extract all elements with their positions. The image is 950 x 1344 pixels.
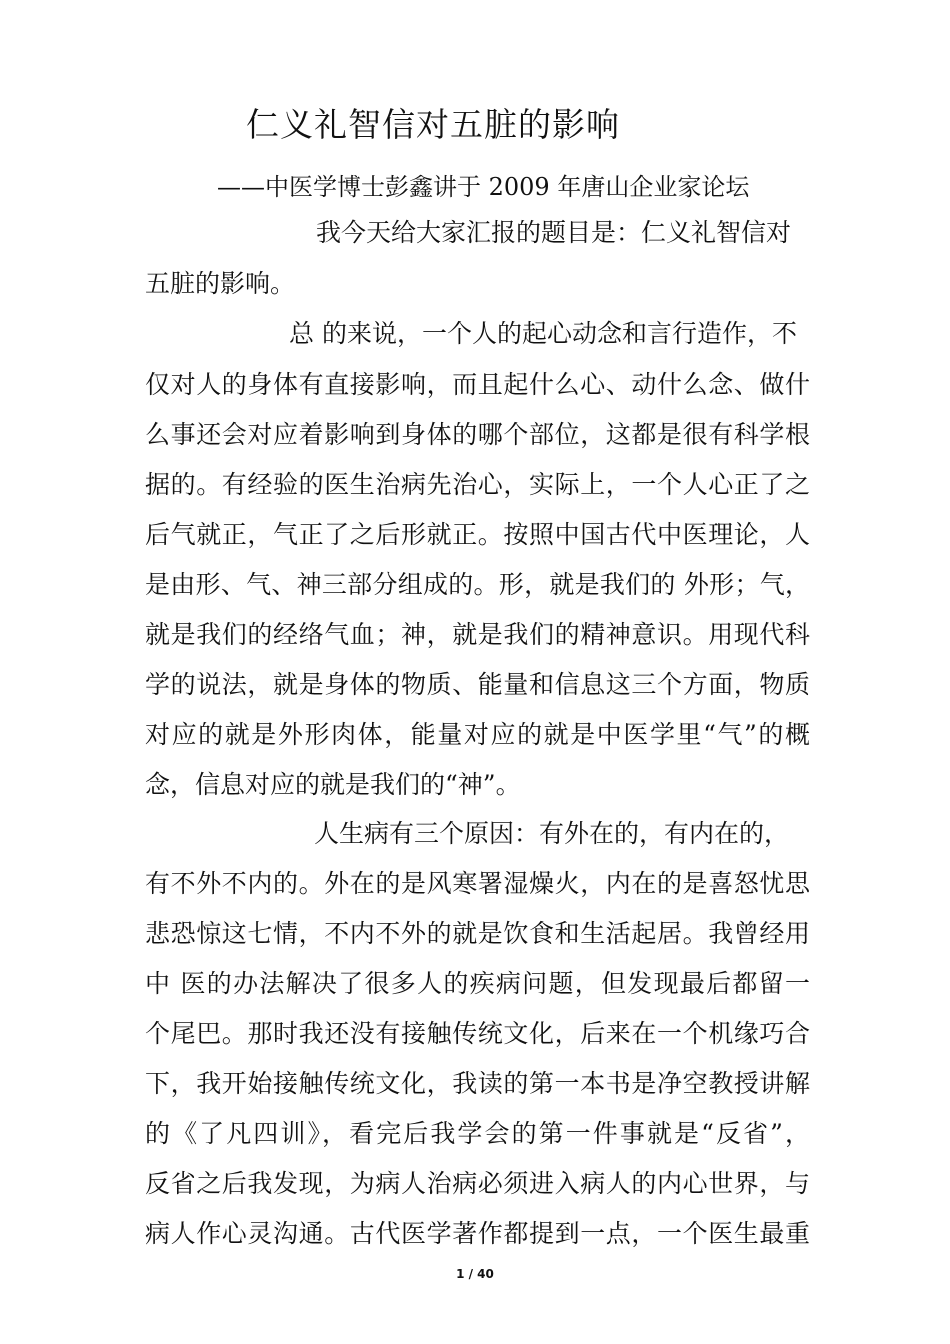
paragraph-3-line-7: 的《了凡四训》，看完后我学会的第一件事就是“反省”， <box>145 1119 810 1148</box>
paragraph-1-line-2: 五脏的影响。 <box>145 269 296 298</box>
document-title: 仁义礼智信对五脏的影响 <box>246 105 620 144</box>
paragraph-3-line-1: 人生病有三个原因：有外在的，有内在的， <box>314 819 790 848</box>
paragraph-3-line-8: 反省之后我发现，为病人治病必须进入病人的内心世界，与 <box>145 1169 810 1198</box>
paragraph-2-line-7: 就是我们的经络气血；神，就是我们的精神意识。用现代科 <box>145 620 810 649</box>
paragraph-2-line-6: 是由形、气、神三部分组成的。形，就是我们的 外形；气， <box>145 570 810 599</box>
page-number: 1 / 40 <box>456 1267 494 1281</box>
paragraph-2-line-5: 后气就正，气正了之后形就正。按照中国古代中医理论，人 <box>145 520 810 549</box>
paragraph-3-line-3: 悲恐惊这七情，不内不外的就是饮食和生活起居。我曾经用 <box>145 919 810 948</box>
paragraph-2-line-10: 念，信息对应的就是我们的“神”。 <box>145 770 521 799</box>
paragraph-2-line-3: 么事还会对应着影响到身体的哪个部位，这都是很有科学根 <box>145 420 810 449</box>
paragraph-1-line-1: 我今天给大家汇报的题目是：仁义礼智信对 <box>316 218 792 247</box>
paragraph-3-line-6: 下，我开始接触传统文化，我读的第一本书是净空教授讲解 <box>145 1069 810 1098</box>
paragraph-2-line-1: 总 的来说，一个人的起心动念和言行造作，不 <box>289 319 797 348</box>
paragraph-2-line-2: 仅对人的身体有直接影响，而且起什么心、动什么念、做什 <box>145 370 810 399</box>
paragraph-3-line-9: 病人作心灵沟通。古代医学著作都提到一点，一个医生最重 <box>145 1219 810 1248</box>
paragraph-3-line-2: 有不外不内的。外在的是风寒署湿燥火，内在的是喜怒忧思 <box>145 869 810 898</box>
document-subtitle: ——中医学博士彭鑫讲于 2009 年唐山企业家论坛 <box>217 173 750 201</box>
paragraph-3-line-5: 个尾巴。那时我还没有接触传统文化，后来在一个机缘巧合 <box>145 1019 810 1048</box>
paragraph-2-line-9: 对应的就是外形肉体，能量对应的就是中医学里“气”的概 <box>145 720 810 749</box>
paragraph-2-line-8: 学的说法，就是身体的物质、能量和信息这三个方面，物质 <box>145 670 810 699</box>
paragraph-3-line-4: 中 医的办法解决了很多人的疾病问题，但发现最后都留一 <box>145 969 810 998</box>
paragraph-2-line-4: 据的。有经验的医生治病先治心，实际上，一个人心正了之 <box>145 470 810 499</box>
